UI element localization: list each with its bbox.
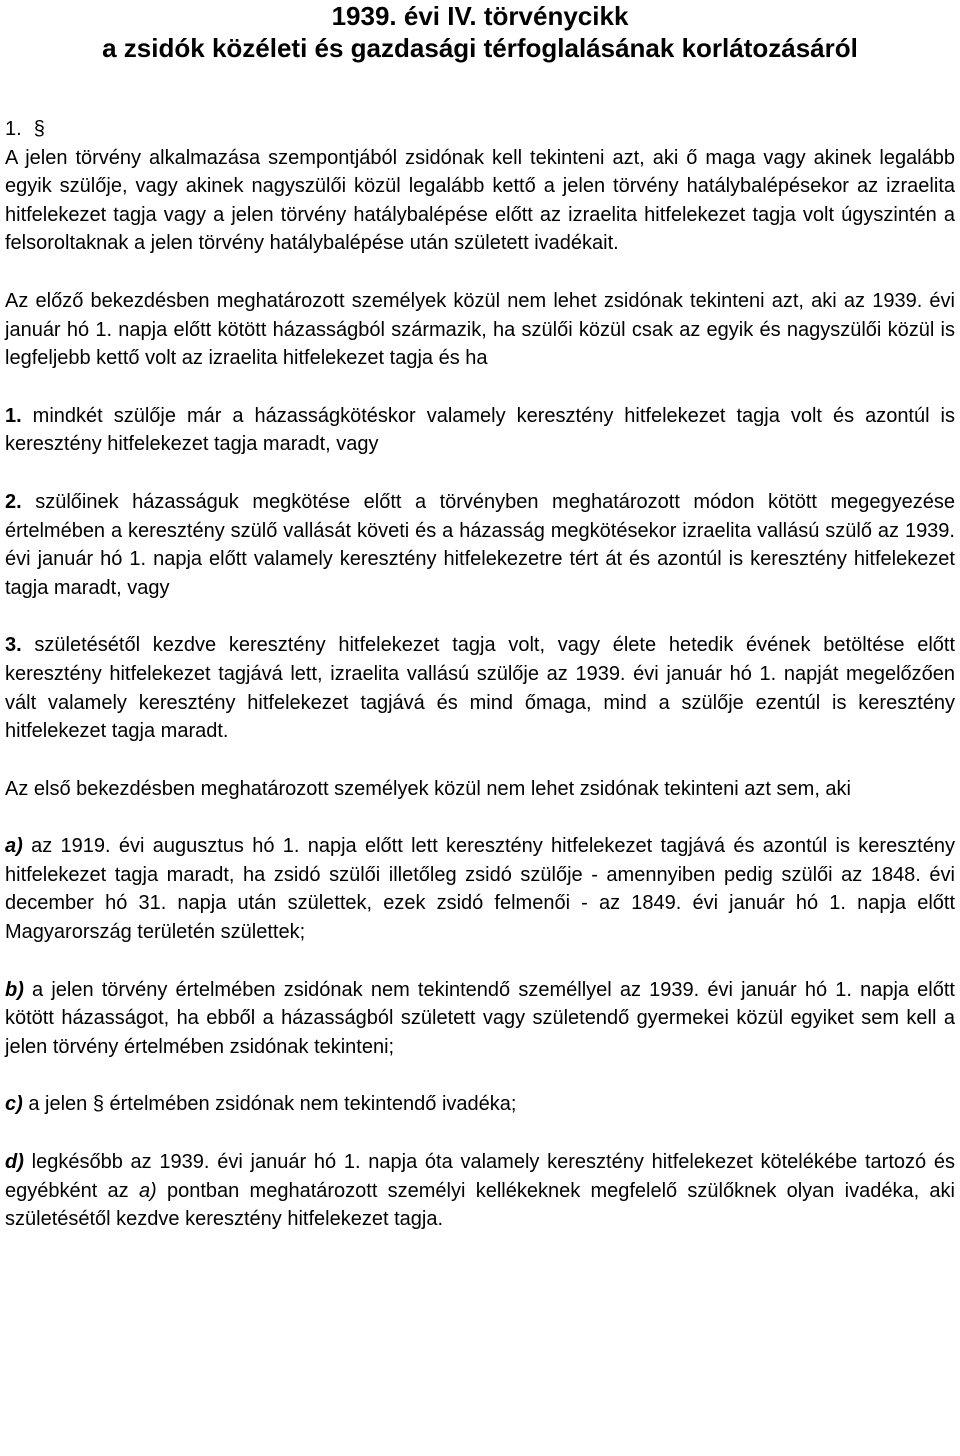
list-item-2-text: szülőinek házasságuk megkötése előtt a törvényben meghatározott módon kötött megegyezése értelmében a keresztény szülő vallását követi és a házasság megkötésekor izraelita vallású szülő az 1939. évi január hó 1. napja előtt valamely keresztény hitfelekezetre tért át és azontúl is keresztény hitfelekezet tagja maradt, vagy (5, 490, 955, 599)
list-item-3 (5, 631, 955, 745)
section-sign: § (33, 118, 45, 140)
list-item-d-label: d) (5, 1151, 24, 1174)
title-line-1: 1939. évi IV. törvénycikk (331, 1, 629, 31)
list-item-1 (5, 402, 955, 459)
list-item-d (5, 1148, 955, 1234)
list-item-1-text: mindkét szülője már a házasságkötéskor valamely keresztény hitfelekezet tagja volt és azontúl is keresztény hitfelekezet tagja maradt, vagy (5, 404, 955, 456)
list-item-a (5, 832, 955, 946)
title-line-2: a zsidók közéleti és gazdasági térfoglalásának korlátozásáról (102, 33, 858, 63)
list-item-3-label: 3. (5, 634, 22, 657)
list-item-3-text: születésétől kezdve keresztény hitfelekezet tagja volt, vagy élete hetedik évének betöltése előtt keresztény hitfelekezet tagjává lett, izraelita vallású szülője az 1939. évi január hó 1. napját megelőzően vált valamely keresztény hitfelekezet tagjává és mind őmaga, mind a szülője ezentúl is keresztény hitfelekezet tagja maradt. (5, 634, 955, 743)
list-item-c-label: c) (5, 1093, 23, 1116)
list-item-2 (5, 488, 955, 602)
list-item-a-text: az 1919. évi augusztus hó 1. napja előtt lett keresztény hitfelekezet tagjává és azontúl is keresztény hitfelekezet tagja maradt, ha zsidó szülői illetőleg zsidó szülője - amennyiben pedig szülői az 1848. évi december hó 31. napja után születtek, ezek zsidó felmenői - az 1849. évi január hó 1. napja előtt Magyarország területén születtek; (5, 835, 955, 944)
list-item-1-label: 1. (5, 404, 22, 427)
list-item-a-label: a) (5, 835, 23, 858)
paragraph-2: Az előző bekezdésben meghatározott személyek közül nem lehet zsidónak tekinteni azt, aki az 1939. évi január hó 1. napja előtt kötött házasságból származik, ha szülői közül csak az egyik és nagyszülői közül is legfeljebb kettő volt az izraelita hitfelekezet tagja és ha (5, 289, 955, 370)
list-item-2-label: 2. (5, 490, 22, 513)
list-item-c-text: a jelen § értelmében zsidónak nem tekintendő ivadéka; (22, 1093, 517, 1116)
list-item-c (5, 1090, 955, 1119)
list-item-b-label: b) (5, 978, 24, 1001)
list-item-d-reference: a) (138, 1179, 157, 1202)
list-item-b-text: a jelen törvény értelmében zsidónak nem tekintendő személlyel az 1939. évi január hó 1. napja előtt kötött házasságot, ha ebből a házasságból született vagy születendő gyermekei közül egyiket sem kell a jelen törvény értelmében zsidónak tekinteni; (5, 978, 955, 1058)
list-item-b (5, 976, 955, 1062)
list-item-d-text-1: legkésőbb az 1939. évi január hó 1. napja óta valamely keresztény hitfelekezet kötelékébe tartozó és egyébként az (5, 1151, 955, 1202)
section-number: 1. (5, 118, 22, 140)
list-item-d-text-2: pontban meghatározott személyi kellékeknek megfelelő szülőknek olyan ivadéka, aki születésétől kezdve keresztény hitfelekezet tagja. (5, 1179, 956, 1231)
paragraph-3: Az első bekezdésben meghatározott személyek közül nem lehet zsidónak tekinteni azt sem, aki (5, 777, 851, 800)
document-title (5, 0, 955, 64)
document-body (5, 144, 955, 1234)
section-heading (5, 115, 955, 144)
paragraph-1: A jelen törvény alkalmazása szempontjából zsidónak kell tekinteni azt, aki ő maga vagy akinek legalább egyik szülője, vagy akinek nagyszülői közül legalább kettő a jelen törvény hatálybalépésekor az izraelita hitfelekezet tagja vagy a jelen törvény hatálybalépése előtt az izraelita hitfelekezet tagja volt úgyszintén a felsoroltaknak a jelen törvény hatálybalépése után született ivadékait. (5, 146, 955, 255)
